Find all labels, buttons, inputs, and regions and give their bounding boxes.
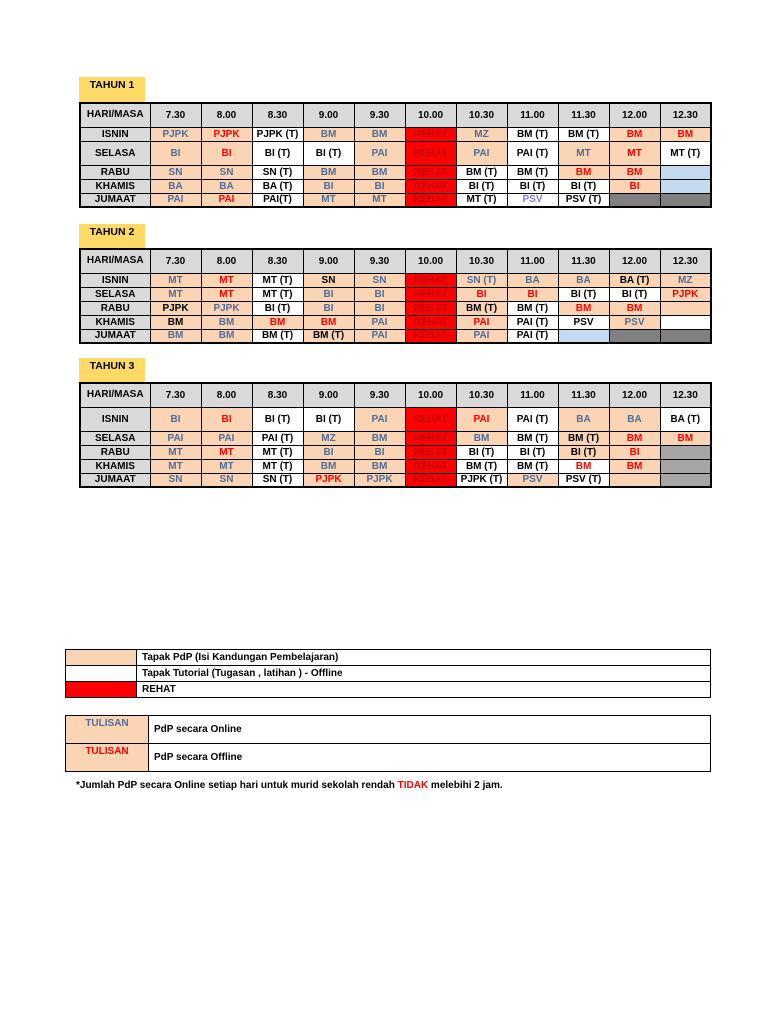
- subject-cell: BM (T): [456, 301, 507, 315]
- subject-cell: MT: [150, 273, 201, 287]
- subject-cell: BM: [660, 127, 711, 141]
- subject-cell: BM (T): [558, 127, 609, 141]
- day-label: SELASA: [80, 431, 150, 445]
- header-time: 7.30: [150, 103, 201, 127]
- subject-cell: BM: [303, 315, 354, 329]
- subject-cell: BM (T): [507, 431, 558, 445]
- subject-cell: BM (T): [507, 127, 558, 141]
- empty-cell: [660, 301, 711, 315]
- subject-cell: BM (T): [507, 459, 558, 473]
- subject-cell: BM: [303, 127, 354, 141]
- subject-cell: BA (T): [252, 179, 303, 193]
- header-time: 12.00: [609, 383, 660, 407]
- subject-cell: BM (T): [558, 431, 609, 445]
- subject-cell: BI (T): [558, 287, 609, 301]
- table-row: [80, 301, 711, 315]
- day-label: ISNIN: [80, 273, 150, 287]
- subject-cell: MT (T): [252, 273, 303, 287]
- subject-cell: BI (T): [303, 407, 354, 431]
- subject-cell: PAI (T): [507, 407, 558, 431]
- header-row: [80, 103, 711, 127]
- subject-cell: BM: [354, 165, 405, 179]
- day-label: RABU: [80, 301, 150, 315]
- subject-cell: SN: [150, 165, 201, 179]
- rehat-cell: REHAT: [405, 165, 456, 179]
- subject-cell: SN (T): [252, 165, 303, 179]
- subject-cell: BM: [609, 127, 660, 141]
- subject-cell: BI (T): [252, 407, 303, 431]
- subject-cell: BI (T): [609, 287, 660, 301]
- day-label: KHAMIS: [80, 459, 150, 473]
- subject-cell: BI (T): [507, 179, 558, 193]
- day-label: RABU: [80, 165, 150, 179]
- subject-cell: BI: [354, 287, 405, 301]
- subject-cell: SN: [354, 273, 405, 287]
- timetable-tahun-2: [79, 248, 712, 344]
- subject-cell: MT (T): [252, 445, 303, 459]
- subject-cell: MT: [201, 459, 252, 473]
- subject-cell: BM: [558, 459, 609, 473]
- subject-cell: BM: [303, 459, 354, 473]
- subject-cell: SN: [303, 273, 354, 287]
- subject-cell: BI (T): [252, 301, 303, 315]
- subject-cell: PAI (T): [507, 141, 558, 165]
- subject-cell: BI: [507, 287, 558, 301]
- subject-cell: PAI (T): [252, 431, 303, 445]
- mode-row-online: [66, 716, 711, 744]
- header-time: 10.00: [405, 103, 456, 127]
- rehat-cell: REHAT: [405, 273, 456, 287]
- header-time: 8.00: [201, 383, 252, 407]
- subject-cell: SN: [201, 165, 252, 179]
- header-hari-masa: HARI/MASA: [80, 249, 150, 273]
- subject-cell: PAI: [456, 315, 507, 329]
- subject-cell: BM: [609, 165, 660, 179]
- footnote: [76, 780, 503, 791]
- subject-cell: BI (T): [558, 445, 609, 459]
- rehat-cell: REHAT: [405, 315, 456, 329]
- subject-cell: BA: [558, 273, 609, 287]
- subject-cell: BM: [456, 431, 507, 445]
- rehat-cell: REHAT: [405, 193, 456, 207]
- subject-cell: BI (T): [456, 445, 507, 459]
- subject-cell: PJPK: [354, 473, 405, 487]
- header-time: 10.00: [405, 249, 456, 273]
- subject-cell: PAI: [354, 141, 405, 165]
- rehat-cell: REHAT: [405, 459, 456, 473]
- subject-cell: BA: [558, 407, 609, 431]
- subject-cell: PAI (T): [507, 315, 558, 329]
- subject-cell: MT: [201, 273, 252, 287]
- subject-cell: BM: [201, 329, 252, 343]
- table-row: [80, 287, 711, 301]
- day-label: RABU: [80, 445, 150, 459]
- subject-cell: BM: [609, 431, 660, 445]
- header-time: 8.00: [201, 103, 252, 127]
- subject-cell: BI (T): [252, 141, 303, 165]
- subject-cell: BI: [150, 141, 201, 165]
- subject-cell: MT (T): [252, 459, 303, 473]
- subject-cell: MT: [303, 193, 354, 207]
- header-time: 11.30: [558, 103, 609, 127]
- header-time: 12.30: [660, 249, 711, 273]
- header-time: 11.00: [507, 249, 558, 273]
- subject-cell: BM (T): [252, 329, 303, 343]
- subject-cell: BI (T): [303, 141, 354, 165]
- empty-cell: [660, 445, 711, 459]
- subject-cell: PAI: [354, 407, 405, 431]
- subject-cell: BI: [303, 179, 354, 193]
- subject-cell: MT: [354, 193, 405, 207]
- legend-row-pdp: [66, 650, 711, 666]
- header-time: 9.30: [354, 103, 405, 127]
- header-time: 10.30: [456, 383, 507, 407]
- empty-cell: [609, 473, 660, 487]
- subject-cell: BM: [354, 127, 405, 141]
- empty-cell: [660, 315, 711, 329]
- subject-cell: BM: [201, 315, 252, 329]
- table-row: [80, 459, 711, 473]
- subject-cell: SN (T): [456, 273, 507, 287]
- subject-cell: BA (T): [609, 273, 660, 287]
- header-time: 8.30: [252, 383, 303, 407]
- subject-cell: BM: [150, 315, 201, 329]
- header-hari-masa: HARI/MASA: [80, 383, 150, 407]
- year-label-2: TAHUN 2: [79, 224, 145, 249]
- subject-cell: PSV: [609, 315, 660, 329]
- subject-cell: BI: [456, 287, 507, 301]
- subject-cell: BI: [354, 179, 405, 193]
- table-row: [80, 179, 711, 193]
- subject-cell: MT: [201, 287, 252, 301]
- rehat-cell: REHAT: [405, 329, 456, 343]
- subject-cell: BM: [558, 301, 609, 315]
- header-time: 9.00: [303, 249, 354, 273]
- subject-cell: BM (T): [456, 459, 507, 473]
- subject-cell: MT (T): [456, 193, 507, 207]
- subject-cell: PAI: [354, 315, 405, 329]
- rehat-cell: REHAT: [405, 301, 456, 315]
- table-row: [80, 165, 711, 179]
- subject-cell: MT: [201, 445, 252, 459]
- day-label: SELASA: [80, 141, 150, 165]
- day-label: JUMAAT: [80, 329, 150, 343]
- timetable-tahun-1: [79, 102, 712, 208]
- subject-cell: BM (T): [456, 165, 507, 179]
- subject-cell: BI: [201, 407, 252, 431]
- subject-cell: MT: [150, 445, 201, 459]
- header-time: 11.00: [507, 103, 558, 127]
- legend-swatch-pdp: [66, 650, 137, 666]
- subject-cell: BM: [558, 165, 609, 179]
- subject-cell: BI: [609, 179, 660, 193]
- subject-cell: SN: [150, 473, 201, 487]
- subject-cell: BM (T): [303, 329, 354, 343]
- subject-cell: PJPK: [150, 127, 201, 141]
- empty-cell: [660, 193, 711, 207]
- header-time: 7.30: [150, 383, 201, 407]
- subject-cell: BM: [354, 459, 405, 473]
- header-time: 12.00: [609, 249, 660, 273]
- subject-cell: BI: [303, 287, 354, 301]
- header-time: 11.30: [558, 249, 609, 273]
- empty-cell: [660, 179, 711, 193]
- subject-cell: MZ: [660, 273, 711, 287]
- legend-text-tutorial: Tapak Tutorial (Tugasan , latihan ) - Offline: [137, 666, 711, 682]
- rehat-cell: REHAT: [405, 431, 456, 445]
- legend-row-rehat: [66, 682, 711, 698]
- day-label: JUMAAT: [80, 473, 150, 487]
- subject-cell: PJPK (T): [252, 127, 303, 141]
- table-row: [80, 407, 711, 431]
- header-time: 11.00: [507, 383, 558, 407]
- year-label-3: TAHUN 3: [79, 358, 145, 383]
- subject-cell: MZ: [456, 127, 507, 141]
- empty-cell: [609, 193, 660, 207]
- subject-cell: BI: [609, 445, 660, 459]
- rehat-cell: REHAT: [405, 141, 456, 165]
- header-time: 8.30: [252, 103, 303, 127]
- subject-cell: BI: [354, 445, 405, 459]
- header-time: 10.30: [456, 103, 507, 127]
- header-row: [80, 249, 711, 273]
- empty-cell: [660, 165, 711, 179]
- subject-cell: MT: [558, 141, 609, 165]
- subject-cell: MT (T): [660, 141, 711, 165]
- empty-cell: [660, 473, 711, 487]
- table-row: [80, 329, 711, 343]
- subject-cell: PAI: [456, 141, 507, 165]
- subject-cell: PSV (T): [558, 193, 609, 207]
- day-label: KHAMIS: [80, 179, 150, 193]
- subject-cell: BM: [303, 165, 354, 179]
- table-row: [80, 127, 711, 141]
- header-hari-masa: HARI/MASA: [80, 103, 150, 127]
- timetable-tahun-3: [79, 382, 712, 488]
- subject-cell: MT: [150, 287, 201, 301]
- subject-cell: BI: [150, 407, 201, 431]
- subject-cell: BA: [507, 273, 558, 287]
- header-row: [80, 383, 711, 407]
- empty-cell: [660, 459, 711, 473]
- legend-swatch-rehat: [66, 682, 137, 698]
- footnote-end: melebihi 2 jam.: [428, 780, 503, 791]
- subject-cell: MT: [150, 459, 201, 473]
- subject-cell: PSV: [507, 473, 558, 487]
- rehat-cell: REHAT: [405, 127, 456, 141]
- subject-cell: PJPK: [660, 287, 711, 301]
- mode-text-offline: PdP secara Offline: [149, 744, 711, 772]
- footnote-highlight: TIDAK: [397, 780, 429, 791]
- subject-cell: PJPK: [303, 473, 354, 487]
- subject-cell: MT (T): [252, 287, 303, 301]
- subject-cell: PAI: [354, 329, 405, 343]
- empty-cell: [558, 329, 609, 343]
- subject-cell: SN: [201, 473, 252, 487]
- header-time: 12.30: [660, 103, 711, 127]
- rehat-cell: REHAT: [405, 179, 456, 193]
- rehat-cell: REHAT: [405, 287, 456, 301]
- header-time: 9.30: [354, 383, 405, 407]
- footnote-text: *Jumlah PdP secara Online setiap hari untuk murid sekolah rendah: [76, 780, 398, 791]
- header-time: 10.00: [405, 383, 456, 407]
- rehat-cell: REHAT: [405, 473, 456, 487]
- rehat-cell: REHAT: [405, 445, 456, 459]
- day-label: SELASA: [80, 287, 150, 301]
- table-row: [80, 431, 711, 445]
- legend-swatch-tutorial: [66, 666, 137, 682]
- empty-cell: [660, 329, 711, 343]
- subject-cell: BA: [150, 179, 201, 193]
- subject-cell: PAI: [456, 329, 507, 343]
- legend-text-pdp: Tapak PdP (Isi Kandungan Pembelajaran): [137, 650, 711, 666]
- header-time: 12.00: [609, 103, 660, 127]
- header-time: 7.30: [150, 249, 201, 273]
- subject-cell: MT: [609, 141, 660, 165]
- subject-cell: BI (T): [507, 445, 558, 459]
- subject-cell: BA (T): [660, 407, 711, 431]
- subject-cell: BM: [660, 431, 711, 445]
- day-label: JUMAAT: [80, 193, 150, 207]
- subject-cell: BA: [201, 179, 252, 193]
- subject-cell: PAI: [456, 407, 507, 431]
- subject-cell: BI: [354, 301, 405, 315]
- header-time: 11.30: [558, 383, 609, 407]
- subject-cell: BI: [201, 141, 252, 165]
- table-row: [80, 273, 711, 287]
- subject-cell: BM: [609, 459, 660, 473]
- subject-cell: PSV: [558, 315, 609, 329]
- day-label: ISNIN: [80, 407, 150, 431]
- subject-cell: BM (T): [507, 165, 558, 179]
- mode-text-online: PdP secara Online: [149, 716, 711, 744]
- subject-cell: BM: [150, 329, 201, 343]
- header-time: 8.00: [201, 249, 252, 273]
- subject-cell: BI: [303, 445, 354, 459]
- subject-cell: BI (T): [456, 179, 507, 193]
- subject-cell: MZ: [303, 431, 354, 445]
- header-time: 8.30: [252, 249, 303, 273]
- day-label: KHAMIS: [80, 315, 150, 329]
- subject-cell: SN (T): [252, 473, 303, 487]
- legend-row-tutorial: [66, 666, 711, 682]
- subject-cell: BI: [303, 301, 354, 315]
- subject-cell: BM: [354, 431, 405, 445]
- subject-cell: PSV: [507, 193, 558, 207]
- subject-cell: PJPK: [150, 301, 201, 315]
- colour-legend: [65, 649, 711, 698]
- subject-cell: PAI(T): [252, 193, 303, 207]
- header-time: 10.30: [456, 249, 507, 273]
- subject-cell: PJPK: [201, 301, 252, 315]
- table-row: [80, 141, 711, 165]
- mode-word-offline: TULISAN: [66, 744, 149, 772]
- header-time: 12.30: [660, 383, 711, 407]
- header-time: 9.00: [303, 103, 354, 127]
- table-row: [80, 193, 711, 207]
- table-row: [80, 473, 711, 487]
- subject-cell: BA: [609, 407, 660, 431]
- subject-cell: PAI: [150, 431, 201, 445]
- subject-cell: PAI: [201, 193, 252, 207]
- subject-cell: PAI: [150, 193, 201, 207]
- empty-cell: [609, 329, 660, 343]
- subject-cell: PAI: [201, 431, 252, 445]
- subject-cell: PSV (T): [558, 473, 609, 487]
- mode-legend: [65, 715, 711, 772]
- mode-word-online: TULISAN: [66, 716, 149, 744]
- header-time: 9.30: [354, 249, 405, 273]
- subject-cell: PAI (T): [507, 329, 558, 343]
- subject-cell: PJPK (T): [456, 473, 507, 487]
- table-row: [80, 445, 711, 459]
- mode-row-offline: [66, 744, 711, 772]
- subject-cell: BM (T): [507, 301, 558, 315]
- rehat-cell: REHAT: [405, 407, 456, 431]
- header-time: 9.00: [303, 383, 354, 407]
- year-label-1: TAHUN 1: [79, 77, 145, 102]
- subject-cell: BM: [609, 301, 660, 315]
- legend-text-rehat: REHAT: [137, 682, 711, 698]
- subject-cell: BM: [252, 315, 303, 329]
- subject-cell: BI (T): [558, 179, 609, 193]
- table-row: [80, 315, 711, 329]
- day-label: ISNIN: [80, 127, 150, 141]
- subject-cell: PJPK: [201, 127, 252, 141]
